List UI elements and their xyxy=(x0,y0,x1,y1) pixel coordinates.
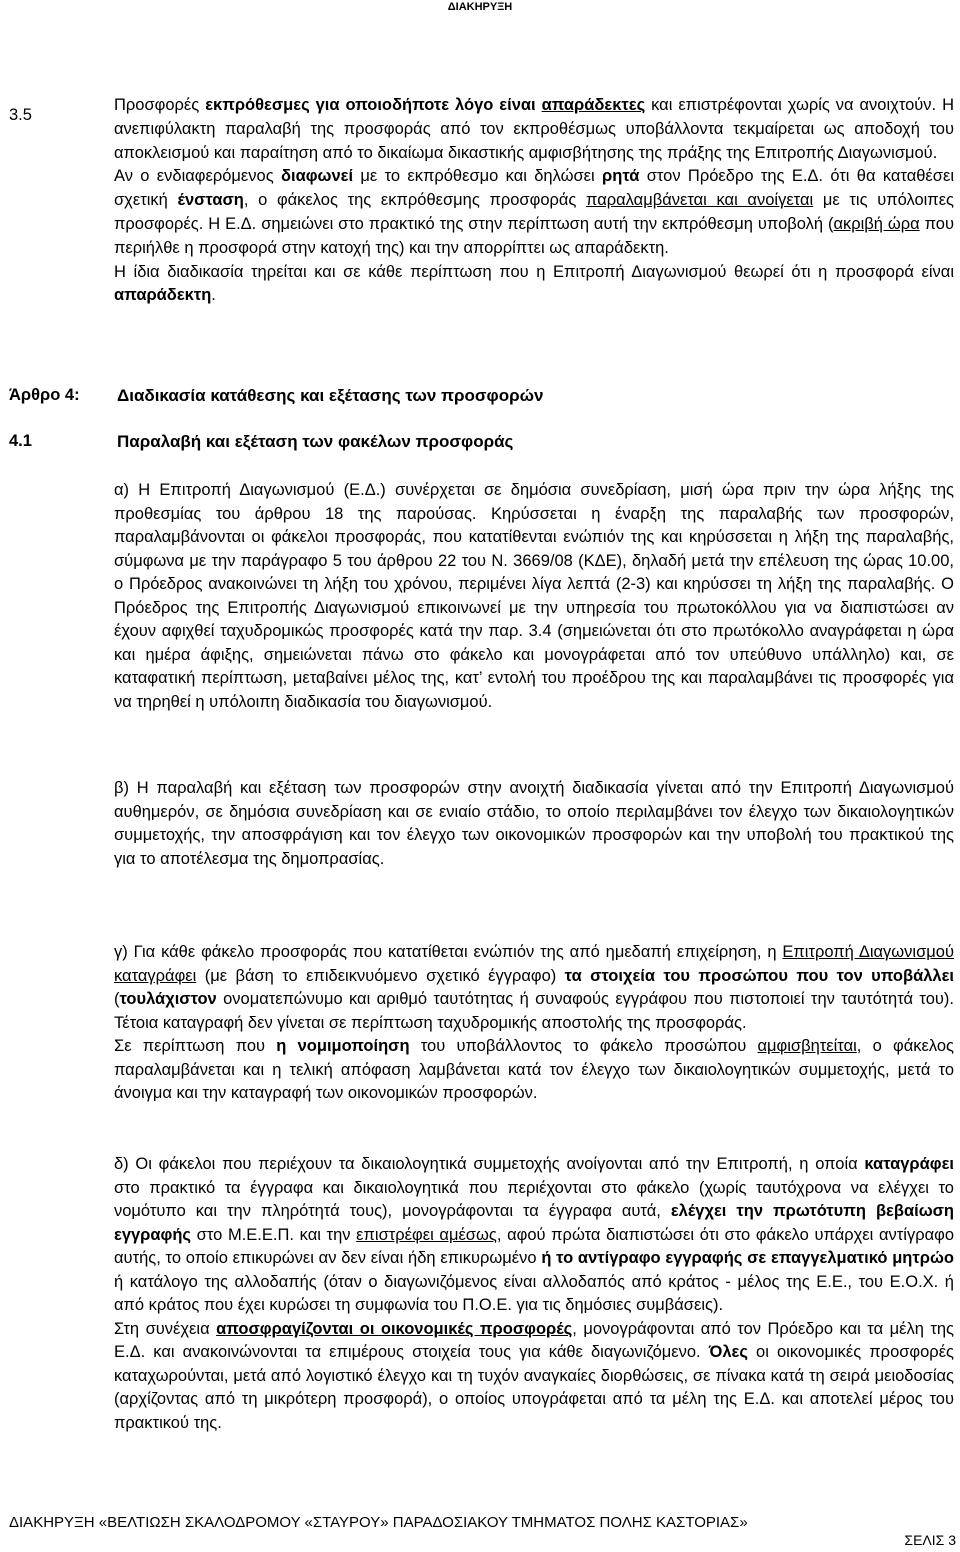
page-footer: ΔΙΑΚΗΡΥΞΗ «ΒΕΛΤΙΩΣΗ ΣΚΑΛΟΔΡΟΜΟΥ «ΣΤΑΥΡΟΥ» ΠΑΡΑΔΟΣΙΑΚΟΥ ΤΜΗΜΑΤΟΣ ΠΟΛΗΣ ΚΑΣΤΟΡΙΑΣ» xyxy=(9,1514,748,1531)
paragraph-b xyxy=(114,777,954,871)
paragraph-text: Σε περίπτωση που η νομιμοποίηση του υποβάλλοντος το φάκελο προσώπου αμφισβητείται, ο φάκελος παραλαμβάνεται και η τελική απόφαση λαμβάνεται κατά τον έλεγχο των δικαιολογητικών συμμετοχής, μετά το άνοιγμα και την καταγραφή των οικονομικών προσφορών. xyxy=(114,1037,954,1102)
paragraph: Προσφορές εκπρόθεσμες για οποιοδήποτε λόγο είναι απαράδεκτες και επιστρέφονται χωρίς να ανοιχτούν. Η ανεπιφύλακτη παραλαβή της προσφοράς από τον εκπροθέσμως υποβάλλοντα τεκμαίρεται ως αποδοχή του αποκλεισμού και παραίτηση από το δικαίωμα δικαστικής αμφισβήτησης της πράξης της Επιτροπής Διαγωνισμού. xyxy=(114,96,954,162)
paragraph-c xyxy=(114,941,954,1106)
section-title: Παραλαβή και εξέταση των φακέλων προσφοράς xyxy=(117,432,514,451)
paragraph: Η ίδια διαδικασία τηρείται και σε κάθε περίπτωση που η Επιτροπή Διαγωνισμού θεωρεί ότι η προσφορά είναι απαράδεκτη. xyxy=(114,262,954,305)
paragraph-text: Στη συνέχεια αποσφραγίζονται οι οικονομικές προσφορές, μονογράφονται από τον Πρόεδρο και τα μέλη της Ε.Δ. και ανακοινώνονται τα επιμέρους στοιχεία τους για κάθε διαγωνιζόμενο. Όλες οι οικονομικές προσφορές καταχωρούνται, μετά από λογιστικό έλεγχο και τη τυχόν αναγκαίες διορθώσεις, σε πίνακα κατά τη σειρά μειοδοσίας (αρχίζοντας από τη μικρότερη προσφορά), ο οποίος υπογράφεται από τα μέλη της Ε.Δ. και αποτελεί μέρος του πρακτικού της. xyxy=(114,1319,955,1432)
article-label: Άρθρο 4: xyxy=(9,386,80,404)
page-header: ΔΙΑΚΗΡΥΞΗ xyxy=(447,1,513,13)
paragraph-text: β) Η παραλαβή και εξέταση των προσφορών στην ανοιχτή διαδικασία γίνεται από την Επιτροπή Διαγωνισμού αυθημερόν, σε δημόσια συνεδρίαση και σε ενιαίο στάδιο, το οποίο περιλαμβάνει τον έλεγχο των δικαιολογητικών συμμετοχής, την αποσφράγιση και τον έλεγχο των οικονομικών προσφορών και την υποβολή του πρακτικού της για το αποτέλεσμα της δημοπρασίας. xyxy=(114,779,954,868)
page-number: ΣΕΛΙΣ 3 xyxy=(904,1532,956,1548)
paragraph-text: γ) Για κάθε φάκελο προσφοράς που κατατίθεται ενώπιόν της από ημεδαπή επιχείρηση, η Επιτροπή Διαγωνισμού καταγράφει (με βάση το επιδεικνυόμενο σχετικό έγγραφο) τα στοιχεία του προσώπου που τον υποβάλλει (τουλάχιστον ονοματεπώνυμο και αριθμό ταυτότητας ή συναφούς εγγράφου που πιστοποιεί την ταυτότητά του). Τέτοια καταγραφή δεν γίνεται σε περίπτωση ταχυδρομικής αποστολής της προσφοράς. xyxy=(114,943,954,1032)
paragraph-text: δ) Οι φάκελοι που περιέχουν τα δικαιολογητικά συμμετοχής ανοίγονται από την Επιτροπή, η οποία καταγράφει στο πρακτικό τα έγγραφα και δικαιολογητικά που περιέχονται στο φάκελο (χωρίς ταυτόχρονα να ελέγχει το νομότυπο και την πληρότητά τους), μονογράφονται τα έγγραφα αυτά, ελέγχει την πρωτότυπη βεβαίωση εγγραφής στο Μ.Ε.Ε.Π. και την επιστρέφει αμέσως, αφού πρώτα διαπιστώσει ότι στο φάκελο υπάρχει αντίγραφο αυτής, το οποίο επικυρώνει αν δεν είναι ήδη επικυρωμένο ή το αντίγραφο εγγραφής σε επαγγελματικό μητρώο ή κατάλογο της αλλοδαπής (όταν ο διαγωνιζόμενος είναι αλλοδαπός από κράτος - μέλος της Ε.Ε., του Ε.Ο.Χ. ή από κράτος που έχει κυρώσει τη συμφωνία του Π.Ο.Ε. για τις δημόσιες συμβάσεις). xyxy=(114,1155,954,1314)
section-3-5 xyxy=(114,94,954,308)
paragraph-a xyxy=(114,479,954,714)
section-number: 4.1 xyxy=(9,432,32,450)
section-number: 3.5 xyxy=(9,106,32,124)
paragraph-d xyxy=(114,1153,954,1435)
paragraph-text: α) Η Επιτροπή Διαγωνισμού (Ε.Δ.) συνέρχεται σε δημόσια συνεδρίαση, μισή ώρα πριν την ώρα λήξης της προθεσμίας του άρθρου 18 της παρούσας. Κηρύσσεται η έναρξη της παραλαβής των προσφορών, παραλαμβάνονται οι φάκελοι προσφοράς, που κατατίθενται ενώπιόν της και κηρύσσεται η λήξη της παραλαβής, σύμφωνα με την παράγραφο 5 του άρθρου 22 του Ν. 3669/08 (ΚΔΕ), δηλαδή μετά την επέλευση της ώρας 10.00, ο Πρόεδρος ανακοινώνει τη λήξη του χρόνου, περιμένει λίγα λεπτά (2-3) και κηρύσσει τη λήξη της παραλαβής. Ο Πρόεδρος της Επιτροπής Διαγωνισμού επικοινωνεί με την υπηρεσία του πρωτοκόλλου για να διαπιστώσει αν έχουν αφιχθεί ταχυδρομικώς προσφορές κατά την παρ. 3.4 (σημειώνεται ότι στο πρωτόκολλο αναγράφεται η ώρα και ημέρα άφιξης, σημειώνεται πάνω στο φάκελο και μονογράφεται από τον υπεύθυνο υπάλληλο) και, σε καταφατική περίπτωση, μεταβαίνει μέλος της, κατ’ εντολή του προέδρου της και παραλαμβάνει τις προσφορές για να τηρηθεί η υπόλοιπη διαδικασία του διαγωνισμού. xyxy=(114,481,954,711)
article-title: Διαδικασία κατάθεσης και εξέτασης των προσφορών xyxy=(117,386,544,405)
paragraph: Αν ο ενδιαφερόμενος διαφωνεί με το εκπρόθεσμο και δηλώσει ρητά στον Πρόεδρο της Ε.Δ. ότι θα καταθέσει σχετική ένσταση, ο φάκελος της εκπρόθεσμης προσφοράς παραλαμβάνεται και ανοίγεται με τις υπόλοιπες προσφορές. Η Ε.Δ. σημειώνει στο πρακτικό της στην περίπτωση αυτή την εκπρόθεσμη υποβολή (ακριβή ώρα που περιήλθε η προσφορά στην κατοχή της) και την απορρίπτει ως απαράδεκτη. xyxy=(114,167,955,257)
